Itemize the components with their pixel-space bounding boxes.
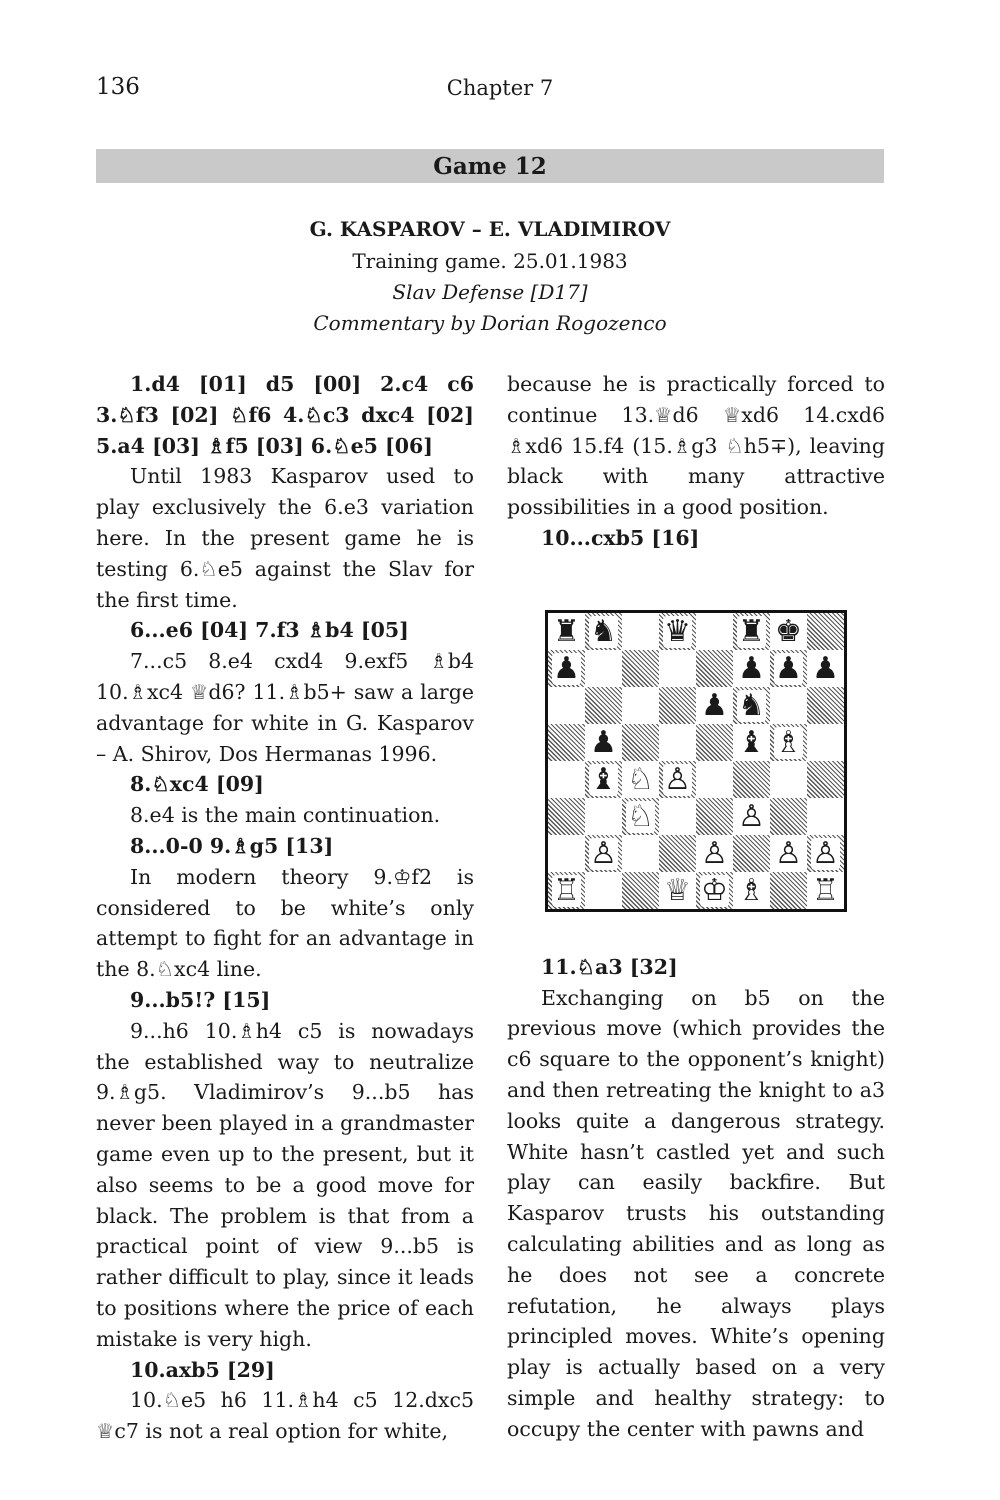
board-square — [696, 724, 733, 761]
board-square — [770, 650, 807, 687]
board-square — [548, 650, 585, 687]
chess-piece-icon: ♟ — [812, 650, 839, 686]
chess-piece-icon: ♝ — [738, 724, 765, 760]
board-square — [622, 650, 659, 687]
board-square — [585, 872, 622, 909]
board-square — [548, 798, 585, 835]
board-square — [807, 872, 844, 909]
board-square — [807, 724, 844, 761]
board-square — [659, 761, 696, 798]
commentary-line: Commentary by Dorian Rogozenco — [313, 311, 667, 335]
chess-piece-icon: ♝ — [590, 761, 617, 797]
chess-piece-icon: ♟ — [738, 650, 765, 686]
chess-piece-icon: ♖ — [553, 872, 580, 908]
board-square — [807, 687, 844, 724]
move-paragraph: 10...cxb5 [16] — [541, 525, 700, 550]
board-square — [807, 650, 844, 687]
chess-piece-icon: ♚ — [775, 613, 802, 649]
event-line: Training game. 25.01.1983 — [352, 249, 628, 273]
board-square — [659, 687, 696, 724]
board-square — [770, 613, 807, 650]
board-square — [770, 761, 807, 798]
board-square — [548, 835, 585, 872]
chess-piece-icon: ♟ — [775, 650, 802, 686]
board-square — [770, 835, 807, 872]
board-square — [622, 835, 659, 872]
board-square — [696, 613, 733, 650]
board-square — [770, 872, 807, 909]
move-paragraph: 6...e6 [04] 7.f3 ♗b4 [05] — [130, 618, 409, 643]
board-square — [622, 761, 659, 798]
board-square — [585, 650, 622, 687]
chess-piece-icon: ♞ — [738, 687, 765, 723]
right-column — [507, 369, 885, 1445]
move-paragraph: 1.d4 [01] d5 [00] 2.c4 c6 3.♘f3 [02] ♘f6 4.♘c3 dxc4 [02] 5.a4 [03] ♗f5 [03] 6.♘e5 [06] — [96, 372, 474, 458]
board-square — [696, 687, 733, 724]
commentary-paragraph: 10.♘e5 h6 11.♗h4 c5 12.dxc5 ♕c7 is not a real option for white, — [96, 1388, 474, 1444]
board-square — [733, 650, 770, 687]
move-paragraph: 11.♘a3 [32] — [541, 954, 678, 979]
chess-piece-icon: ♟ — [553, 650, 580, 686]
board-square — [733, 835, 770, 872]
move-paragraph: 9...b5!? [15] — [130, 987, 271, 1012]
board-square — [807, 798, 844, 835]
board-square — [585, 724, 622, 761]
chess-piece-icon: ♗ — [738, 872, 765, 908]
board-square — [696, 872, 733, 909]
opening-line: Slav Defense [D17] — [392, 280, 588, 304]
board-square — [696, 798, 733, 835]
chess-diagram — [545, 610, 847, 912]
chess-piece-icon: ♛ — [664, 613, 691, 649]
board-square — [659, 650, 696, 687]
board-square — [585, 613, 622, 650]
chess-board — [545, 610, 847, 912]
commentary-paragraph: In modern theory 9.♔f2 is considered to be white’s only attempt to fight for an advantage in the 8.♘xc4 line. — [96, 864, 474, 982]
board-square — [548, 761, 585, 798]
chess-piece-icon: ♗ — [775, 724, 802, 760]
chess-piece-icon: ♙ — [812, 835, 839, 871]
board-square — [659, 798, 696, 835]
page-number: 136 — [96, 74, 140, 100]
board-square — [733, 798, 770, 835]
players-line: G. KASPAROV – E. VLADIMIROV — [309, 217, 671, 241]
chess-piece-icon: ♔ — [701, 872, 728, 908]
left-column — [96, 369, 474, 1447]
board-square — [733, 872, 770, 909]
move-paragraph: 8.♘xc4 [09] — [130, 772, 264, 797]
commentary-paragraph: because he is practically forced to continue 13.♕d6 ♕xd6 14.cxd6 ♗xd6 15.f4 (15.♗g3 ♘h5∓), leaving black with many attractive possibilities in a good position. — [507, 372, 885, 520]
board-square — [585, 761, 622, 798]
chess-piece-icon: ♙ — [590, 835, 617, 871]
board-square — [770, 798, 807, 835]
commentary-paragraph: 8.e4 is the main continuation. — [130, 803, 441, 828]
board-square — [807, 835, 844, 872]
chess-piece-icon: ♙ — [738, 798, 765, 834]
commentary-paragraph: Exchanging on b5 on the previous move (which provides the c6 square to the opponent’s knight) and then retreating the knight to a3 looks quite a dangerous strategy. White hasn’t castled yet and such play can easily backfire. But Kasparov trusts his outstanding calculating abilities and as long as he does not see a concrete refutation, he always plays principled moves. White’s opening play is actually based on a very simple and healthy strategy: to occupy the center with pawns and — [507, 985, 885, 1441]
chess-piece-icon: ♟ — [701, 687, 728, 723]
chess-piece-icon: ♟ — [590, 724, 617, 760]
chapter-title: Chapter 7 — [446, 76, 554, 100]
board-square — [622, 687, 659, 724]
move-paragraph: 8...0-0 9.♗g5 [13] — [130, 833, 334, 858]
board-square — [548, 687, 585, 724]
board-square — [548, 872, 585, 909]
chess-piece-icon: ♘ — [627, 798, 654, 834]
board-square — [622, 872, 659, 909]
board-square — [696, 835, 733, 872]
commentary-paragraph: 9...h6 10.♗h4 c5 is nowadays the established way to neutralize 9.♗g5. Vladimirov’s 9...b5 has never been played in a grandmaster game even up to the present, but it also seems to be a good move for black. The problem is that from a practical point of view 9...b5 is rather difficult to play, since it leads to positions where the price of each mistake is very high. — [96, 1018, 474, 1351]
board-square — [733, 724, 770, 761]
board-square — [770, 724, 807, 761]
board-square — [548, 724, 585, 761]
board-square — [733, 687, 770, 724]
board-square — [770, 687, 807, 724]
board-square — [659, 835, 696, 872]
commentary-paragraph: 7...c5 8.e4 cxd4 9.exf5 ♗b4 10.♗xc4 ♕d6? 11.♗b5+ saw a large advantage for white in G. Kasparov – A. Shirov, Dos Hermanas 1996. — [96, 649, 474, 766]
board-square — [622, 724, 659, 761]
chess-piece-icon: ♙ — [775, 835, 802, 871]
chess-piece-icon: ♞ — [590, 613, 617, 649]
board-square — [696, 650, 733, 687]
board-square — [659, 872, 696, 909]
board-square — [659, 613, 696, 650]
game-heading: Game 12 — [96, 149, 884, 183]
chess-piece-icon: ♖ — [812, 872, 839, 908]
board-square — [585, 835, 622, 872]
chess-piece-icon: ♜ — [553, 613, 580, 649]
move-paragraph: 10.axb5 [29] — [130, 1357, 275, 1382]
board-square — [622, 613, 659, 650]
commentary-paragraph: Until 1983 Kasparov used to play exclusively the 6.e3 variation here. In the present game he is testing 6.♘e5 against the Slav for the first time. — [96, 464, 474, 612]
chess-piece-icon: ♘ — [627, 761, 654, 797]
board-square — [696, 761, 733, 798]
board-square — [807, 761, 844, 798]
chess-piece-icon: ♙ — [701, 835, 728, 871]
board-square — [622, 798, 659, 835]
board-square — [585, 687, 622, 724]
chess-piece-icon: ♕ — [664, 872, 691, 908]
board-square — [659, 724, 696, 761]
board-square — [585, 798, 622, 835]
chess-piece-icon: ♙ — [664, 761, 691, 797]
board-square — [807, 613, 844, 650]
board-square — [733, 761, 770, 798]
chess-piece-icon: ♜ — [738, 613, 765, 649]
board-square — [548, 613, 585, 650]
board-square — [733, 613, 770, 650]
